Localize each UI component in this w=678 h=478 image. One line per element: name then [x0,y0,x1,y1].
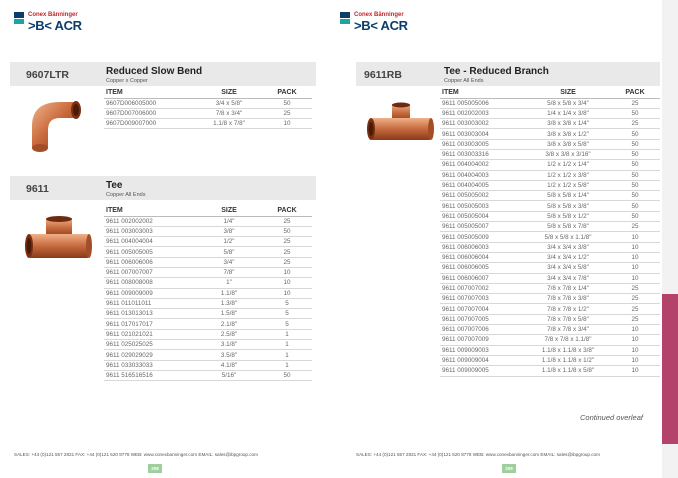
item-size: 3/8" [196,226,262,236]
item-code: 9611 011011011 [104,298,196,308]
item-pack: 10 [610,335,660,345]
item-pack: 10 [262,119,312,129]
item-pack: 25 [262,216,312,226]
footer-contact: SALES: +44 (0)121 557 2831 FAX: +44 (0)121 520 8778 WEB: www.conexbanninger.com EMAIL: sales@ibpgroup.com [14,452,258,457]
table-row [440,160,660,170]
item-code: 9611 004004005 [440,180,526,190]
table-row [440,129,660,139]
item-size: 1.1/8 x 1.1/8 x 1/2" [526,355,610,365]
item-size: 5/8 x 5/8 x 3/4" [526,98,610,108]
item-pack: 25 [610,119,660,129]
item-code: 9611 017017017 [104,319,196,329]
col-item: ITEM [104,206,196,216]
item-code: 9611 005005002 [440,191,526,201]
table-row [104,298,312,308]
table-row [440,273,660,283]
product-code: 9611 [26,183,49,195]
item-pack: 10 [610,263,660,273]
item-code: 9611 007007006 [440,325,526,335]
item-code: 9611 005005009 [440,232,526,242]
item-pack: 10 [610,242,660,252]
section-tee [10,176,316,416]
section-reduced-slow-bend [10,62,316,162]
table-row [104,237,312,247]
item-size: 5/16" [196,370,262,380]
reduced-tee-fitting-icon [366,102,436,146]
item-pack: 1 [262,329,312,339]
item-size: 7/8 x 7/8 x 3/4" [526,325,610,335]
product-title: Reduced Slow Bend [106,66,203,77]
table-row [104,360,312,370]
item-pack: 25 [610,283,660,293]
item-code: 9611 009009009 [104,288,196,298]
item-pack: 10 [610,232,660,242]
item-size: 7/8 x 3/4" [196,108,262,118]
item-code: 9611 002002002 [104,216,196,226]
item-code: 9611 008008008 [104,278,196,288]
col-pack: PACK [262,88,312,98]
item-pack: 50 [610,180,660,190]
product-code: 9607LTR [26,69,69,81]
item-size: 7/8" [196,267,262,277]
item-code: 9611 006006004 [440,252,526,262]
item-size: 3/4 x 3/4 x 5/8" [526,263,610,273]
item-size: 1/4 x 1/4 x 3/8" [526,108,610,118]
item-size: 3/8 x 3/8 x 3/16" [526,149,610,159]
col-item: ITEM [104,88,196,98]
logo-big-text: >B< ACR [28,18,82,33]
item-pack: 5 [262,309,312,319]
item-size: 1/2 x 1/2 x 3/8" [526,170,610,180]
table-row [440,304,660,314]
col-item: ITEM [440,88,526,98]
item-code: 9611 009009003 [440,345,526,355]
item-pack: 10 [262,267,312,277]
item-code: 9611 003003316 [440,149,526,159]
item-pack: 10 [262,278,312,288]
page-number: 209 [502,464,516,473]
item-pack: 50 [610,129,660,139]
item-pack: 10 [610,273,660,283]
table-row [104,288,312,298]
col-size: SIZE [526,88,610,98]
item-size: 1.1/8 x 7/8" [196,119,262,129]
item-code: 9611 005005003 [440,201,526,211]
table-row [104,98,312,108]
item-pack: 50 [610,160,660,170]
item-pack: 5 [262,298,312,308]
item-code: 9611 007007004 [440,304,526,314]
table-row [440,335,660,345]
table-row [440,108,660,118]
page-edge-sidebar [662,0,678,478]
item-size: 1/2 x 1/2 x 1/4" [526,160,610,170]
item-size: 7/8 x 7/8 x 1/4" [526,283,610,293]
item-pack: 10 [610,366,660,376]
item-size: 1/2" [196,237,262,247]
item-code: 9611 006006003 [440,242,526,252]
footer-contact: SALES: +44 (0)121 557 2831 FAX: +44 (0)121 520 8778 WEB: www.conexbanninger.com EMAIL: sales@ibpgroup.com [356,452,600,457]
brand-logo [14,12,82,32]
table-row [440,98,660,108]
table-row [104,370,312,380]
item-code: 9611 029029029 [104,350,196,360]
item-size: 3/4 x 3/4 x 1/2" [526,252,610,262]
table-row [104,216,312,226]
item-size: 3.5/8" [196,350,262,360]
item-code: 9611 006006005 [440,263,526,273]
table-row [440,294,660,304]
item-code: 9611 005005007 [440,222,526,232]
item-size: 3/4 x 3/4 x 3/8" [526,242,610,252]
table-row [104,257,312,267]
item-size: 2.5/8" [196,329,262,339]
item-code: 9611 007007003 [440,294,526,304]
col-pack: PACK [262,206,312,216]
product-subtitle: Copper All Ends [444,78,484,84]
item-pack: 10 [610,325,660,335]
table-row [440,345,660,355]
section-tab [662,294,678,444]
item-size: 7/8 x 7/8 x 1.1/8" [526,335,610,345]
product-title: Tee - Reduced Branch [444,66,549,77]
item-code: 9611 007007005 [440,314,526,324]
table-row [440,314,660,324]
item-pack: 50 [610,108,660,118]
item-code: 9611 007007009 [440,335,526,345]
table-row [440,366,660,376]
item-pack: 50 [610,170,660,180]
item-pack: 50 [262,370,312,380]
table-row [440,325,660,335]
product-title: Tee [106,180,123,191]
item-code: 9611 003003005 [440,139,526,149]
table-row [440,242,660,252]
item-code: 9611 021021021 [104,329,196,339]
item-pack: 25 [610,314,660,324]
item-pack: 10 [610,355,660,365]
item-size: 1.1/8 x 1.1/8 x 5/8" [526,366,610,376]
table-row [440,139,660,149]
logo-mark-icon [340,12,350,24]
item-size: 3/4 x 5/8" [196,98,262,108]
item-size: 4.1/8" [196,360,262,370]
right-page [336,0,662,478]
section-header [10,176,316,200]
logo-big-text: >B< ACR [354,18,408,33]
item-size: 5/8 x 5/8 x 1.1/8" [526,232,610,242]
item-code: 9607D007006000 [104,108,196,118]
table-row [104,319,312,329]
item-code: 9611 003003002 [440,119,526,129]
item-size: 1/4" [196,216,262,226]
col-pack: PACK [610,88,660,98]
item-pack: 25 [610,304,660,314]
item-size: 3/4" [196,257,262,267]
col-size: SIZE [196,206,262,216]
item-size: 5/8 x 5/8 x 3/8" [526,201,610,211]
table-row [440,119,660,129]
logo-small-text: Conex Bänninger [354,12,404,18]
item-size: 2.1/8" [196,319,262,329]
table-row [440,211,660,221]
continued-overleaf: Continued overleaf [580,413,643,422]
item-pack: 25 [262,257,312,267]
item-code: 9611 025025025 [104,340,196,350]
item-pack: 25 [610,98,660,108]
page-number: 208 [148,464,162,473]
table-row [104,119,312,129]
item-size: 7/8 x 7/8 x 3/8" [526,294,610,304]
item-code: 9611 033033033 [104,360,196,370]
item-code: 9611 009009005 [440,366,526,376]
table-row [104,226,312,236]
item-pack: 10 [610,345,660,355]
logo-mark-icon [14,12,24,24]
item-size: 3/4 x 3/4 x 7/8" [526,273,610,283]
left-page [0,0,330,478]
item-pack: 50 [610,211,660,221]
item-code: 9611 009009004 [440,355,526,365]
tee-table [104,206,312,381]
item-code: 9611 007007002 [440,283,526,293]
item-code: 9611 003003003 [104,226,196,236]
logo-small-text: Conex Bänninger [28,12,78,18]
item-pack: 25 [262,247,312,257]
item-size: 1.3/8" [196,298,262,308]
item-pack: 50 [610,201,660,211]
item-code: 9611 005005005 [104,247,196,257]
item-size: 7/8 x 7/8 x 5/8" [526,314,610,324]
item-size: 3.1/8" [196,340,262,350]
item-size: 7/8 x 7/8 x 1/2" [526,304,610,314]
table-row [440,355,660,365]
product-subtitle: Copper All Ends [106,192,146,198]
table-row [440,252,660,262]
item-code: 9611 002002003 [440,108,526,118]
item-pack: 1 [262,360,312,370]
table-row [440,170,660,180]
product-subtitle: Copper x Copper [106,78,148,84]
tee-reduced-branch-table [440,88,660,377]
table-row [440,201,660,211]
item-size: 5/8" [196,247,262,257]
table-row [104,309,312,319]
item-pack: 25 [610,294,660,304]
brand-logo [340,12,408,32]
item-code: 9611 006006006 [104,257,196,267]
table-row [440,232,660,242]
table-row [104,340,312,350]
item-size: 5/8 x 5/8 x 1/4" [526,191,610,201]
item-pack: 5 [262,319,312,329]
item-code: 9611 006006007 [440,273,526,283]
item-pack: 50 [262,226,312,236]
item-pack: 1 [262,340,312,350]
item-size: 1" [196,278,262,288]
table-row [440,149,660,159]
item-size: 1.1/8" [196,288,262,298]
table-row [104,329,312,339]
item-pack: 25 [262,108,312,118]
reduced-slow-bend-table [104,88,312,129]
item-pack: 25 [610,222,660,232]
item-code: 9611 004004003 [440,170,526,180]
item-pack: 1 [262,350,312,360]
table-row [440,180,660,190]
item-code: 9611 003003004 [440,129,526,139]
item-code: 9611 005005004 [440,211,526,221]
table-row [104,278,312,288]
item-code: 9607D006005000 [104,98,196,108]
item-pack: 50 [610,149,660,159]
tee-fitting-icon [24,216,94,264]
item-pack: 50 [610,191,660,201]
item-code: 9607D009007000 [104,119,196,129]
table-row [440,263,660,273]
item-code: 9611 007007007 [104,267,196,277]
item-pack: 50 [262,98,312,108]
table-row [104,247,312,257]
product-code: 9611RB [364,69,402,81]
item-size: 3/8 x 3/8 x 5/8" [526,139,610,149]
table-row [440,283,660,293]
item-pack: 25 [262,237,312,247]
item-size: 1.1/8 x 1.1/8 x 3/8" [526,345,610,355]
item-pack: 50 [610,139,660,149]
item-code: 9611 005005006 [440,98,526,108]
item-size: 3/8 x 3/8 x 1/2" [526,129,610,139]
item-code: 9611 004004002 [440,160,526,170]
item-code: 9611 013013013 [104,309,196,319]
item-size: 5/8 x 5/8 x 1/2" [526,211,610,221]
item-size: 1/2 x 1/2 x 5/8" [526,180,610,190]
table-row [104,267,312,277]
col-size: SIZE [196,88,262,98]
item-pack: 10 [262,288,312,298]
item-size: 1.5/8" [196,309,262,319]
section-tee-reduced-branch [356,62,660,422]
item-size: 3/8 x 3/8 x 1/4" [526,119,610,129]
table-row [440,222,660,232]
item-size: 5/8 x 5/8 x 7/8" [526,222,610,232]
item-code: 9611 516516516 [104,370,196,380]
table-row [440,191,660,201]
item-code: 9611 004004004 [104,237,196,247]
table-row [104,350,312,360]
bend-fitting-icon [22,92,90,154]
table-row [104,108,312,118]
item-pack: 10 [610,252,660,262]
